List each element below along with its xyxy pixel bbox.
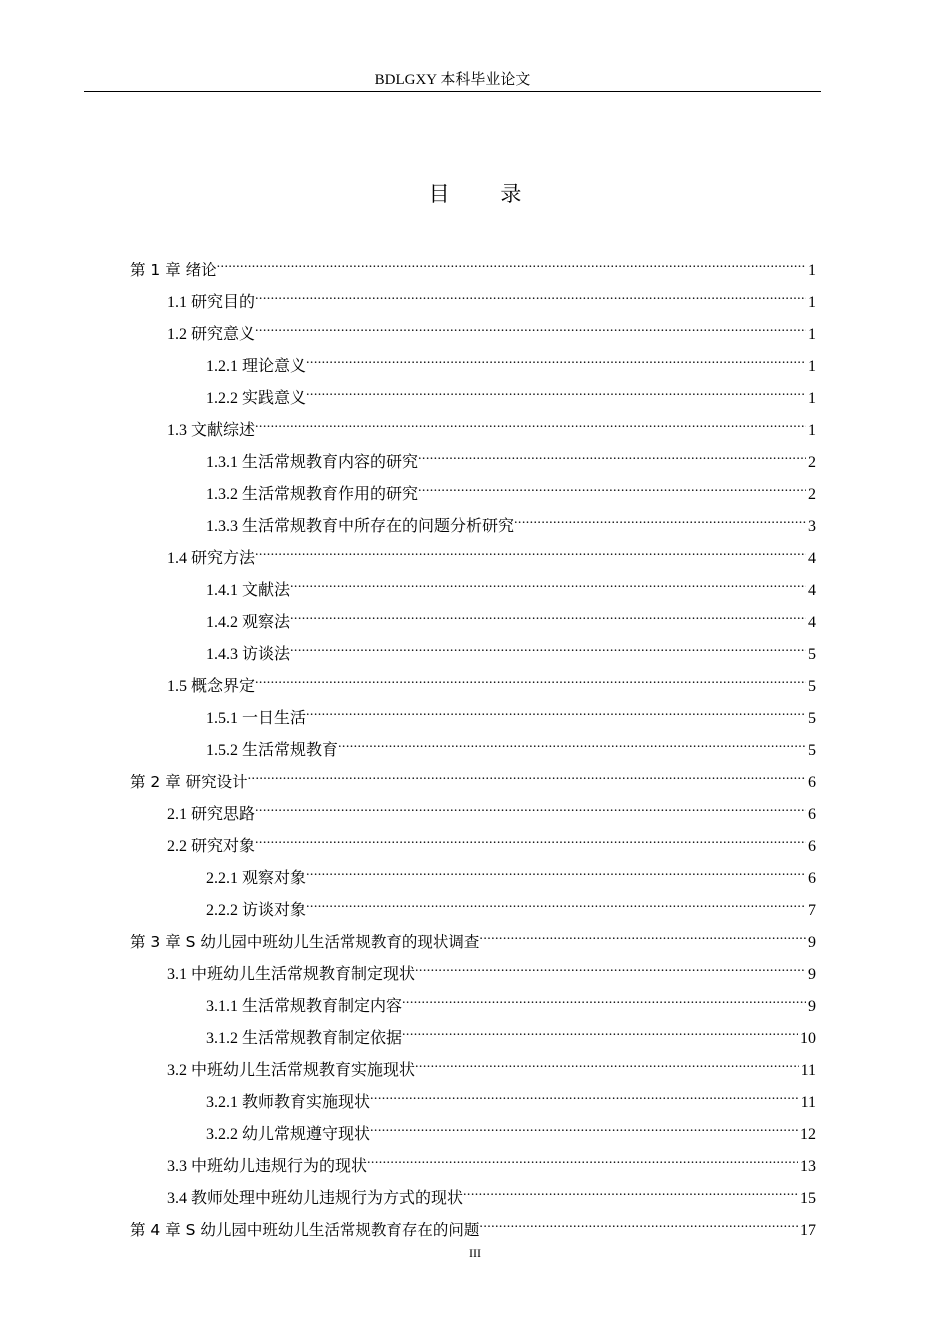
toc-entry-label: 第 3 章 S 幼儿园中班幼儿生活常规教育的现状调查 [130,933,480,951]
toc-entry-page: 12 [800,1126,816,1143]
toc-entry-label: 3.2 中班幼儿生活常规教育实施现状 [167,1062,416,1079]
toc-entry-page: 5 [808,646,816,663]
toc-entry-page: 1 [808,326,816,343]
toc-entry-label: 1.3 文献综述 [167,422,256,439]
toc-dot-leader [514,499,806,531]
toc-entry-label: 3.1.2 生活常规教育制定依据 [206,1030,403,1047]
toc-entry-page: 11 [800,1094,816,1111]
toc-dot-leader [367,1139,798,1171]
toc-dot-leader [255,307,806,339]
toc-dot-leader [479,1203,798,1235]
toc-entry-page: 9 [808,966,816,983]
toc-dot-leader [255,819,806,851]
toc-entry-page: 3 [808,518,816,535]
toc-dot-leader [370,1107,798,1139]
toc-entry-label: 3.2.2 幼儿常规遵守现状 [206,1126,371,1143]
toc-dot-leader [415,1043,799,1075]
toc-dot-leader [306,339,806,371]
toc-dot-leader [255,659,806,691]
toc-title: 目 录 [428,182,544,206]
toc-dot-leader [402,1011,798,1043]
toc-entry-page: 11 [800,1062,816,1079]
table-of-contents [130,243,816,1239]
toc-entry-label: 1.4.2 观察法 [206,614,291,631]
toc-entry-label: 1.3.3 生活常规教育中所存在的问题分析研究 [206,518,515,535]
toc-dot-leader [255,275,806,307]
toc-entry-label: 1.2 研究意义 [167,326,256,343]
toc-entry-page: 10 [800,1030,816,1047]
toc-entry-label: 1.3.2 生活常规教育作用的研究 [206,486,419,503]
toc-entry-page: 4 [808,582,816,599]
toc-dot-leader [290,563,806,595]
toc-entry-label: 1.4.1 文献法 [206,582,291,599]
toc-entry-label: 2.2.1 观察对象 [206,870,307,887]
toc-entry-label: 1.2.2 实践意义 [206,390,307,407]
toc-dot-leader [418,435,806,467]
toc-dot-leader [217,243,806,275]
toc-dot-leader [306,371,806,403]
toc-entry-page: 2 [808,486,816,503]
toc-entry-page: 2 [808,454,816,471]
toc-dot-leader [338,723,806,755]
page-number: III [469,1246,481,1260]
toc-dot-leader [463,1171,798,1203]
toc-entry-page: 4 [808,550,816,567]
toc-dot-leader [418,467,806,499]
toc-entry-page: 6 [808,838,816,855]
toc-entry-page: 6 [808,870,816,887]
toc-dot-leader [255,787,806,819]
toc-entry-label: 第 4 章 S 幼儿园中班幼儿生活常规教育存在的问题 [130,1221,480,1239]
toc-entry-label: 第 2 章 研究设计 [130,773,248,791]
toc-entry-page: 5 [808,742,816,759]
toc-dot-leader [255,403,806,435]
toc-entry-label: 1.4.3 访谈法 [206,646,291,663]
toc-entry-page: 15 [800,1190,816,1207]
toc-entry-label: 1.3.1 生活常规教育内容的研究 [206,454,419,471]
toc-entry-label: 2.2 研究对象 [167,838,256,855]
toc-entry-label: 1.5.2 生活常规教育 [206,742,339,759]
toc-dot-leader [306,883,806,915]
toc-entry-page: 1 [808,294,816,311]
header-rule [84,91,821,92]
toc-entry-label: 1.4 研究方法 [167,550,256,567]
toc-entry-label: 3.1 中班幼儿生活常规教育制定现状 [167,966,416,983]
toc-entry[interactable] [130,243,816,279]
toc-entry-page: 9 [808,998,816,1015]
toc-dot-leader [370,1075,799,1107]
toc-dot-leader [290,595,806,627]
toc-dot-leader [248,755,806,787]
toc-entry-label: 1.1 研究目的 [167,294,256,311]
toc-entry-label: 1.5.1 一日生活 [206,710,307,727]
running-header: BDLGXY 本科毕业论文 [374,72,531,88]
toc-entry-page: 1 [808,422,816,439]
toc-dot-leader [479,915,806,947]
toc-entry-label: 3.1.1 生活常规教育制定内容 [206,998,403,1015]
toc-dot-leader [306,851,806,883]
toc-entry-page: 1 [808,262,816,279]
toc-entry-label: 2.2.2 访谈对象 [206,902,307,919]
toc-entry-page: 6 [808,774,816,791]
toc-entry-page: 9 [808,934,816,951]
toc-entry-label: 2.1 研究思路 [167,806,256,823]
toc-dot-leader [306,691,806,723]
toc-entry-page: 4 [808,614,816,631]
toc-dot-leader [290,627,806,659]
toc-entry-page: 5 [808,678,816,695]
toc-entry-page: 17 [800,1222,816,1239]
toc-entry-label: 1.2.1 理论意义 [206,358,307,375]
toc-entry-page: 6 [808,806,816,823]
toc-entry-page: 1 [808,358,816,375]
toc-entry-label: 3.4 教师处理中班幼儿违规行为方式的现状 [167,1190,464,1207]
toc-dot-leader [255,531,806,563]
toc-dot-leader [402,979,806,1011]
toc-entry-label: 3.3 中班幼儿违规行为的现状 [167,1158,368,1175]
toc-entry-page: 13 [800,1158,816,1175]
toc-entry-label: 1.5 概念界定 [167,678,256,695]
toc-entry-label: 第 1 章 绪论 [130,261,217,279]
toc-entry-page: 7 [808,902,816,919]
toc-entry-label: 3.2.1 教师教育实施现状 [206,1094,371,1111]
toc-entry-page: 1 [808,390,816,407]
toc-entry-page: 5 [808,710,816,727]
toc-entry[interactable] [130,275,816,311]
toc-dot-leader [415,947,806,979]
